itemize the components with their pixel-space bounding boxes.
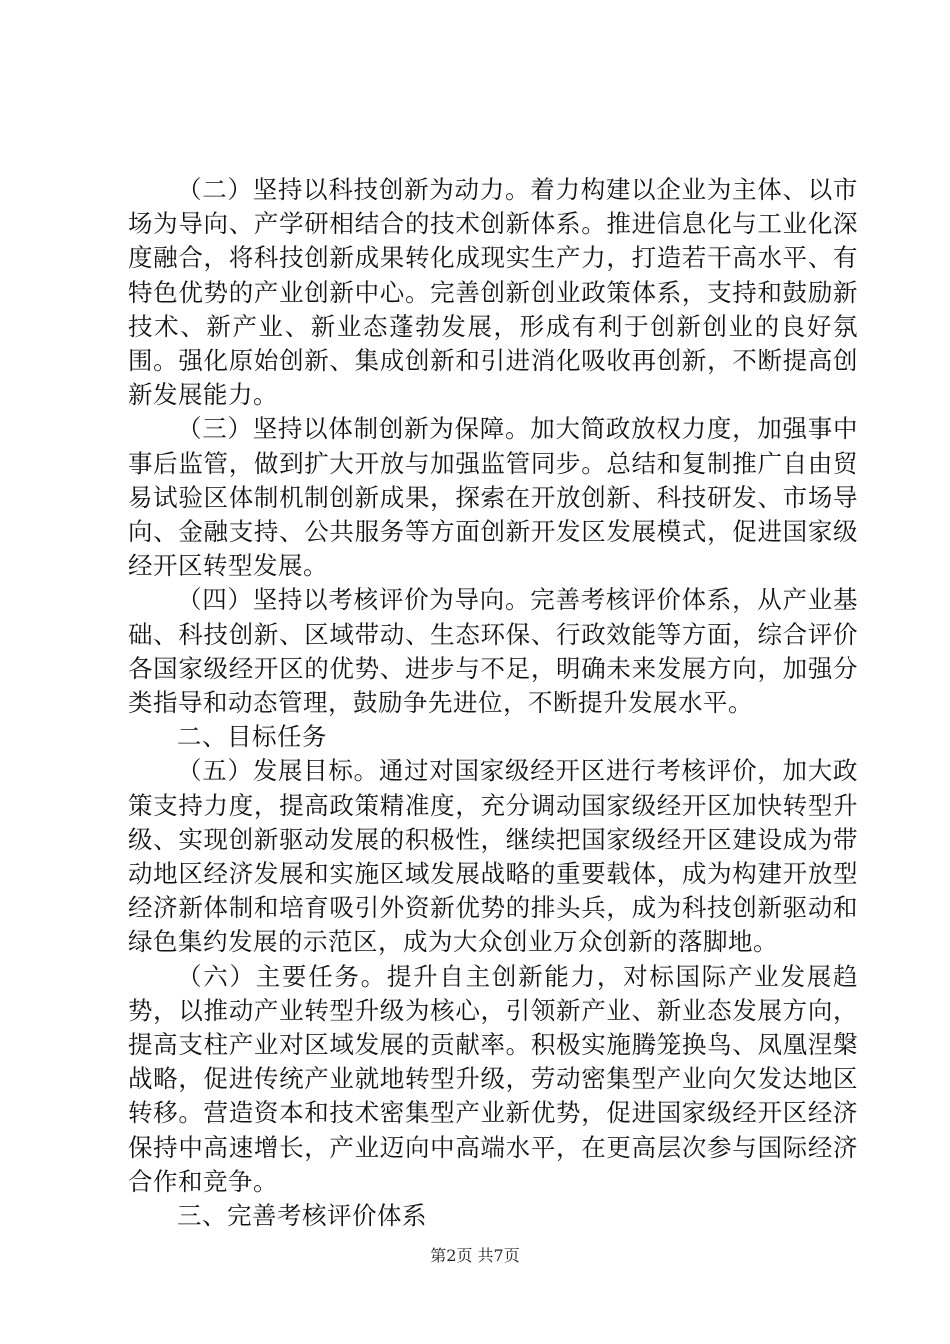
paragraph-institutional-innovation: （三）坚持以体制创新为保障。加大简政放权力度，加强事中事后监管，做到扩大开放与加强监管同步。总结和复制推广自由贸易试验区体制机制创新成果，探索在开放创新、科技研发、市场导向、金融支持、公共服务等方面创新开发区发展模式，促进国家级经开区转型发展。 — [128, 414, 858, 581]
section-heading-targets: 二、目标任务 — [177, 722, 327, 752]
paragraph-main-tasks: （六）主要任务。提升自主创新能力，对标国际产业发展趋势，以推动产业转型升级为核心，引领新产业、新业态发展方向，提高支柱产业对区域发展的贡献率。积极实施腾笼换鸟、凤凰涅槃战略，促进传统产业就地转型升级，劳动密集型产业向欠发达地区转移。营造资本和技术密集型产业新优势，促进国家级经开区经济保持中高速增长，产业迈向中高端水平，在更高层次参与国际经济合作和竞争。 — [128, 961, 858, 1196]
document-body — [128, 173, 858, 1233]
paragraph-evaluation-guidance: （四）坚持以考核评价为导向。完善考核评价体系，从产业基础、科技创新、区域带动、生态环保、行政效能等方面，综合评价各国家级经开区的优势、进步与不足，明确未来发展方向，加强分类指导和动态管理，鼓励争先进位，不断提升发展水平。 — [128, 585, 858, 718]
paragraph-development-goals: （五）发展目标。通过对国家级经开区进行考核评价，加大政策支持力度，提高政策精准度，充分调动国家级经开区加快转型升级、实现创新驱动发展的积极性，继续把国家级经开区建设成为带动地区经济发展和实施区域发展战略的重要载体，成为构建开放型经济新体制和培育吸引外资新优势的排头兵，成为科技创新驱动和绿色集约发展的示范区，成为大众创业万众创新的落脚地。 — [128, 756, 858, 957]
section-heading-evaluation-system: 三、完善考核评价体系 — [177, 1201, 427, 1231]
page-number-footer: 第2页 共7页 — [430, 1246, 520, 1265]
paragraph-innovation-driven: （二）坚持以科技创新为动力。着力构建以企业为主体、以市场为导向、产学研相结合的技术创新体系。推进信息化与工业化深度融合，将科技创新成果转化成现实生产力，打造若干高水平、有特色优势的产业创新中心。完善创新创业政策体系，支持和鼓励新技术、新产业、新业态蓬勃发展，形成有利于创新创业的良好氛围。强化原始创新、集成创新和引进消化吸收再创新，不断提高创新发展能力。 — [128, 175, 858, 410]
